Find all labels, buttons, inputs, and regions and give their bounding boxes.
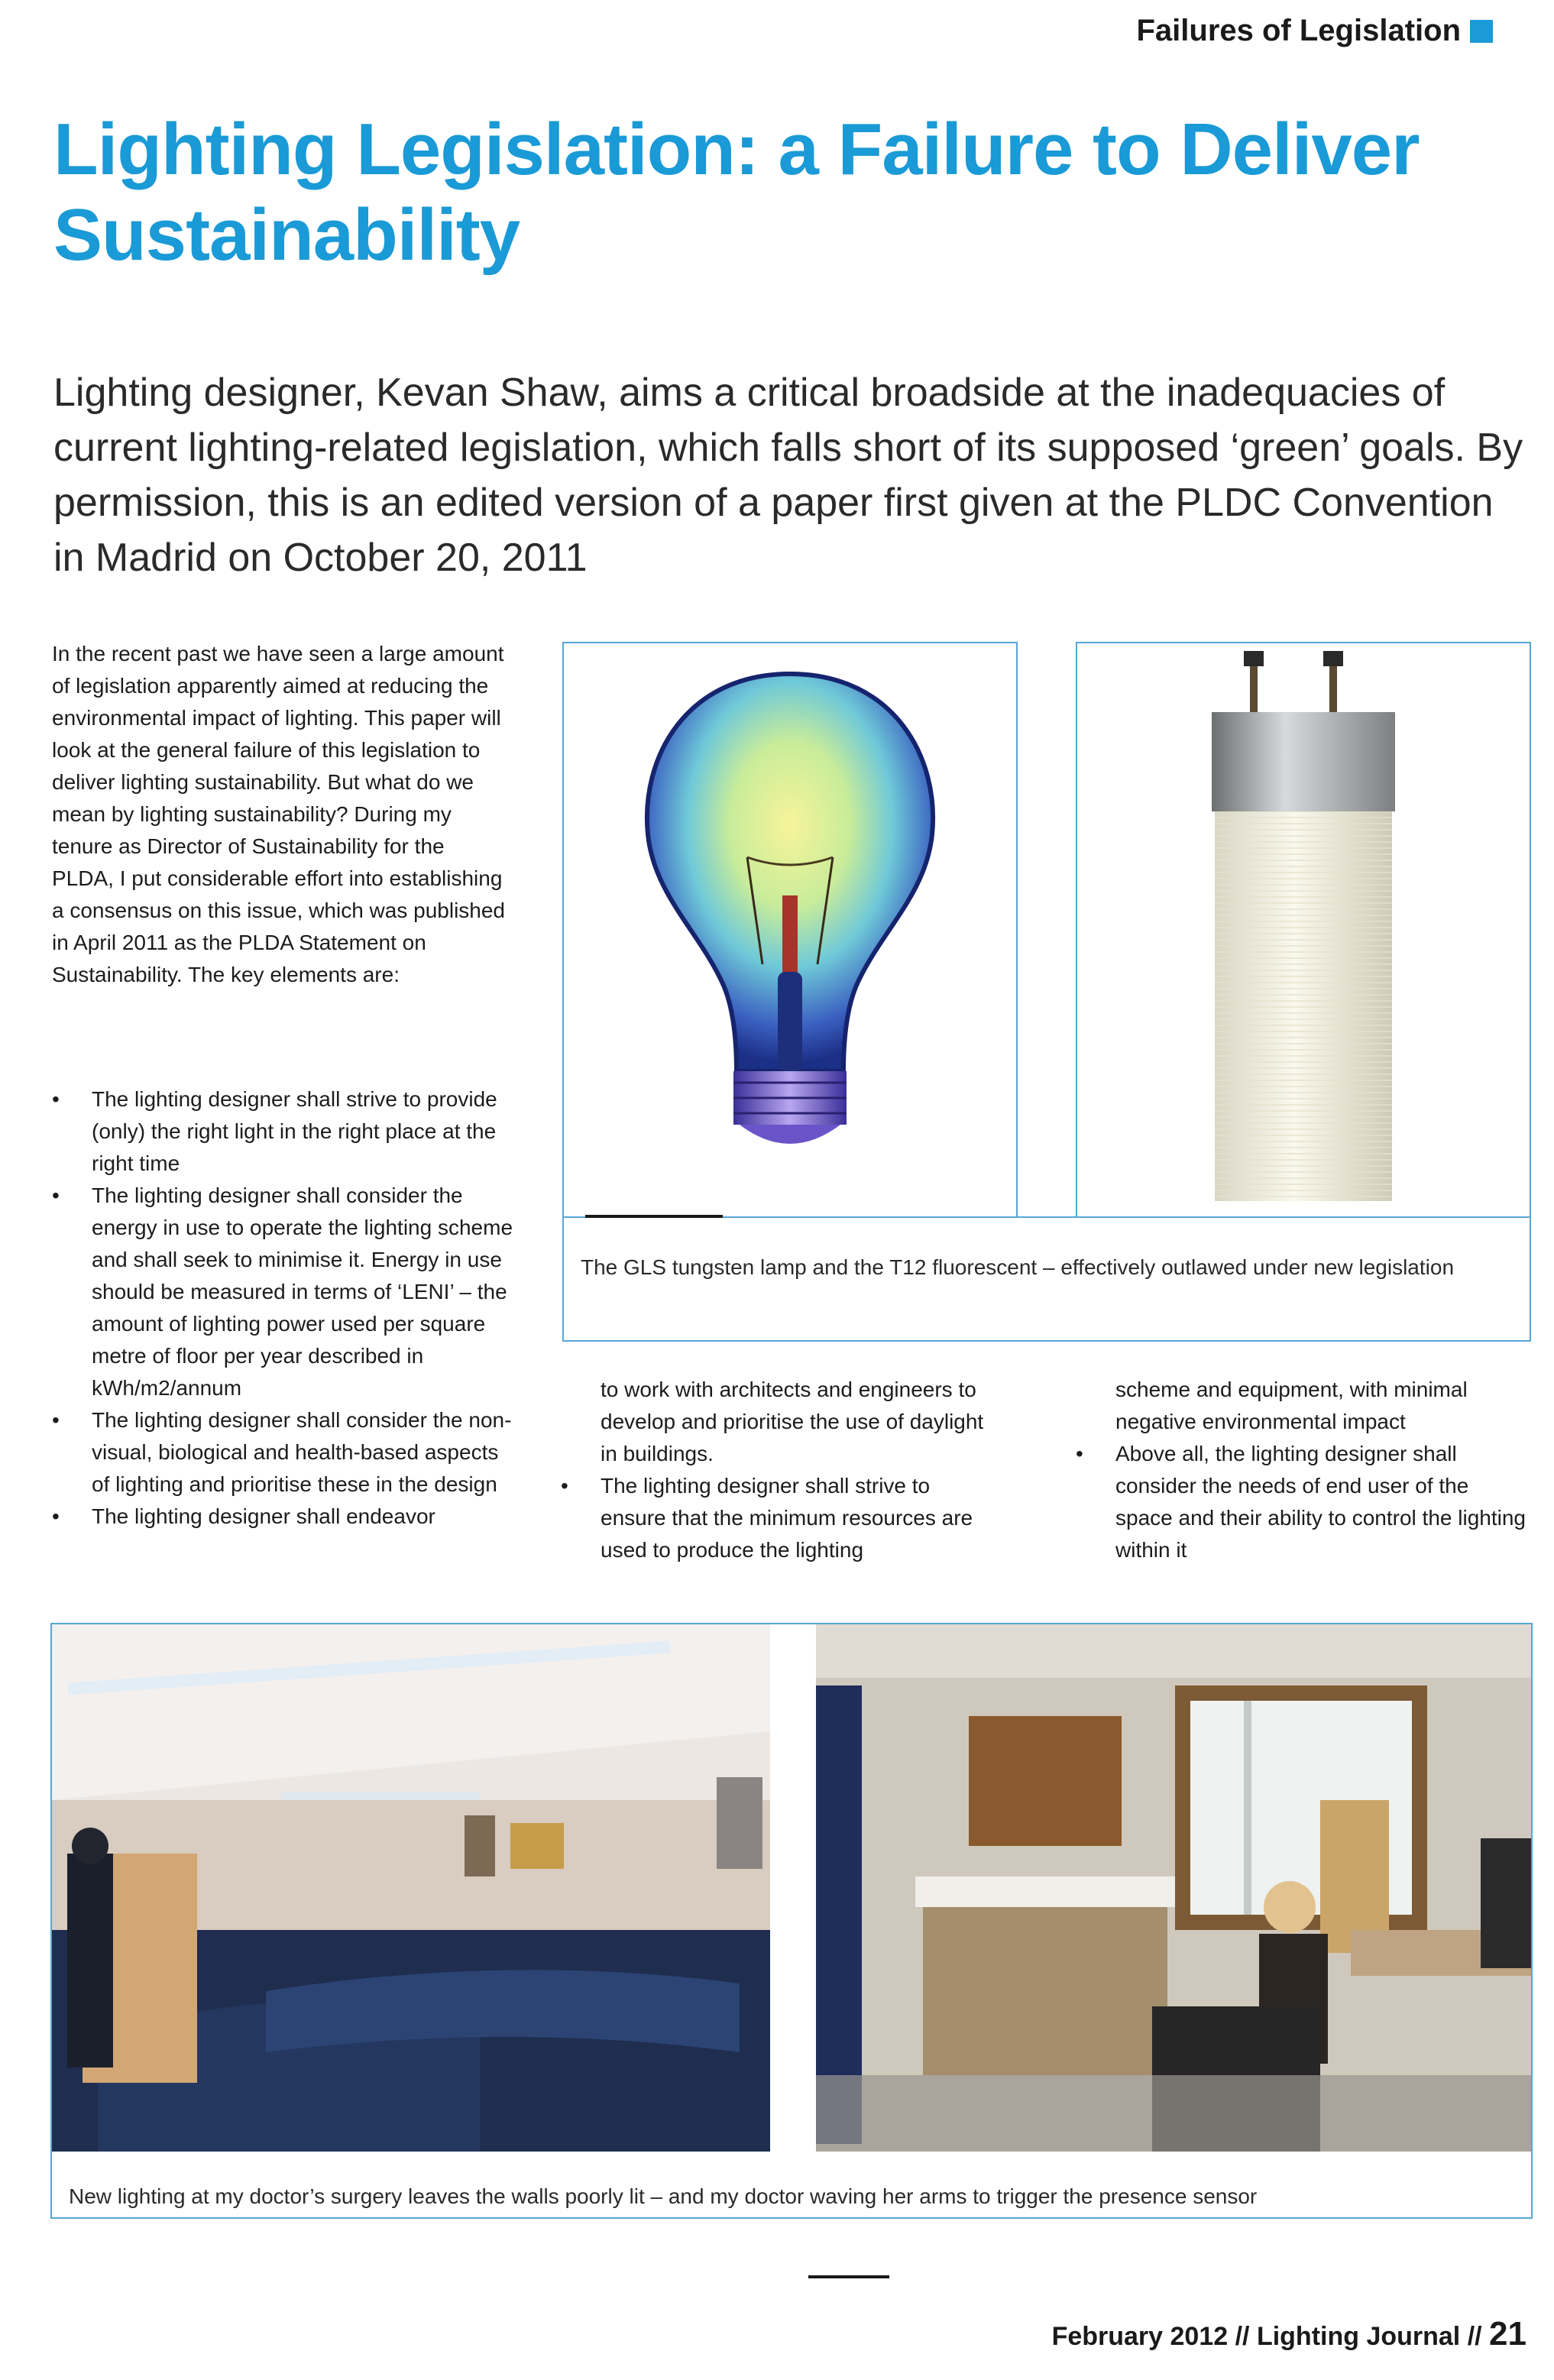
t12-tube-image [1077, 643, 1530, 1216]
list-item: • Above all, the lighting designer shall consider the needs of end user of the space and their ability to control the lighting within it [1076, 1438, 1526, 1566]
list-item: • The lighting designer shall consider the energy in use to operate the lighting scheme and shall seek to minimise it. Energy in use should be measured in terms of ‘LENI’ – the amount of lighting power used per square metre of floor per year described in kWh/m2/annum [52, 1180, 518, 1404]
doctor-office-photo [816, 1624, 1531, 2152]
section-label [1136, 14, 1493, 48]
section-square-icon [1470, 20, 1493, 43]
article-standfirst: Lighting designer, Kevan Shaw, aims a critical broadside at the inadequacies of current lighting-related legislation, which falls short of its supposed ‘green’ goals. By permission, this is an edited version of a paper first given at the PLDC Convention in Madrid on October 20, 2011 [53, 371, 1523, 580]
list-item: • The lighting designer shall endeavor [52, 1501, 518, 1533]
gls-bulb-image [564, 643, 1016, 1216]
key-elements-list-cont [561, 1470, 996, 1566]
list-item: • The lighting designer shall strive to provide (only) the right light in the right place at the right time [52, 1083, 518, 1180]
t12-fluorescent-photo [1076, 642, 1531, 1218]
waiting-room-photo [52, 1624, 770, 2152]
list-item: • The lighting designer shall strive to ensure that the minimum resources are used to produce the lighting [561, 1470, 996, 1566]
column-3-text [1076, 1374, 1526, 1566]
caption-rule [585, 1215, 723, 1218]
bullet-icon: • [52, 1184, 60, 1207]
gls-lamp-photo [562, 642, 1018, 1218]
page-number: 21 [1489, 2315, 1526, 2352]
bullet-icon: • [52, 1087, 60, 1111]
key-elements-list [52, 1083, 518, 1533]
intro-paragraph: In the recent past we have seen a large amount of legislation apparently aimed at reducing the environmental impact of lighting. This paper will look at the general failure of this legislation to deliver lighting sustainability. But what do we mean by lighting sustainability? During my tenure as Director of Sustainability for the PLDA, I put considerable effort into establishing a consensus on this issue, which was published in April 2011 as the PLDA Statement on Sustainability. The key elements are: [52, 642, 506, 986]
list-item-continuation: to work with architects and engineers to develop and prioritise the use of daylight in buildings. [601, 1378, 984, 1465]
section-label-text: Failures of Legislation [1136, 14, 1461, 47]
list-item-continuation: scheme and equipment, with minimal negative environmental impact [1115, 1378, 1468, 1433]
lamps-caption-box [562, 1216, 1531, 1342]
article-title: Lighting Legislation: a Failure to Deliver Sustainability [53, 108, 1420, 276]
surgery-caption: New lighting at my doctor’s surgery leaves the walls poorly lit – and my doctor waving her arms to trigger the presence sensor [69, 2184, 1258, 2208]
list-item: • The lighting designer shall consider the non-visual, biological and health-based aspects of lighting and prioritise these in the design [52, 1404, 518, 1501]
bullet-icon: • [1076, 1442, 1083, 1465]
page-footer [1052, 2315, 1526, 2353]
lamps-caption: The GLS tungsten lamp and the T12 fluorescent – effectively outlawed under new legislation [581, 1255, 1455, 1279]
footer-issue: February 2012 // Lighting Journal // [1051, 2322, 1482, 2351]
key-elements-list-cont [1076, 1438, 1526, 1566]
caption-rule [808, 2275, 889, 2278]
bullet-icon: • [52, 1504, 60, 1528]
column-2-text [561, 1374, 996, 1566]
surgery-photos-box [50, 1623, 1533, 2219]
bullet-icon: • [52, 1408, 60, 1432]
bullet-icon: • [561, 1474, 568, 1498]
